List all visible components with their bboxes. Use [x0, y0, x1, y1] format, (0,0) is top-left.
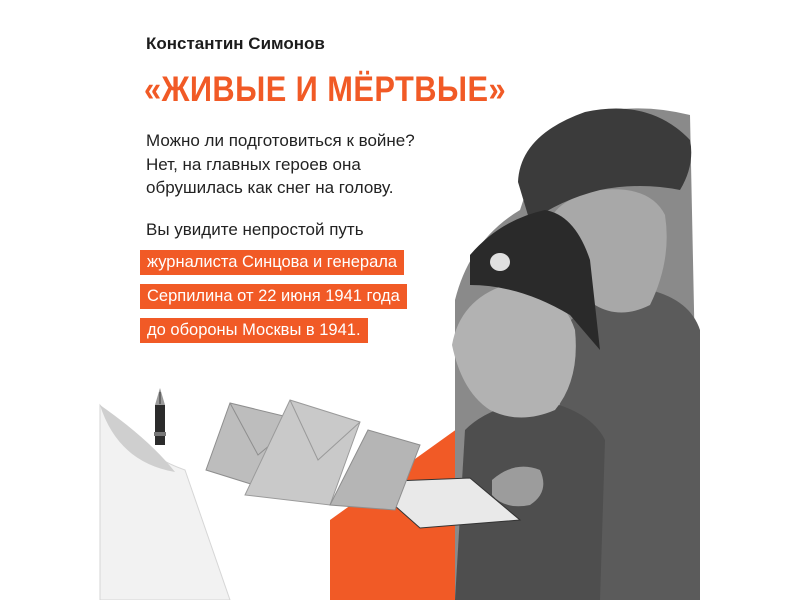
second-paragraph-intro: Вы увидите непростой путь	[146, 220, 364, 239]
fountain-pen-icon	[154, 388, 166, 445]
lead-paragraph	[146, 129, 415, 200]
highlighted-line: журналиста Синцова и генерала	[140, 250, 404, 275]
highlighted-line: Серпилина от 22 июня 1941 года	[140, 284, 407, 309]
highlighted-line: до обороны Москвы в 1941.	[140, 318, 368, 343]
lead-line: обрушилась как снег на голову.	[146, 178, 394, 197]
soldiers-photo	[368, 108, 700, 600]
lead-line: Нет, на главных героев она	[146, 154, 361, 174]
envelope-icon	[206, 400, 420, 510]
lead-line: Можно ли подготовиться к войне?	[146, 131, 415, 150]
book-title: «ЖИВЫЕ И МЁРТВЫЕ»	[144, 70, 507, 109]
author-name: Константин Симонов	[146, 34, 325, 53]
